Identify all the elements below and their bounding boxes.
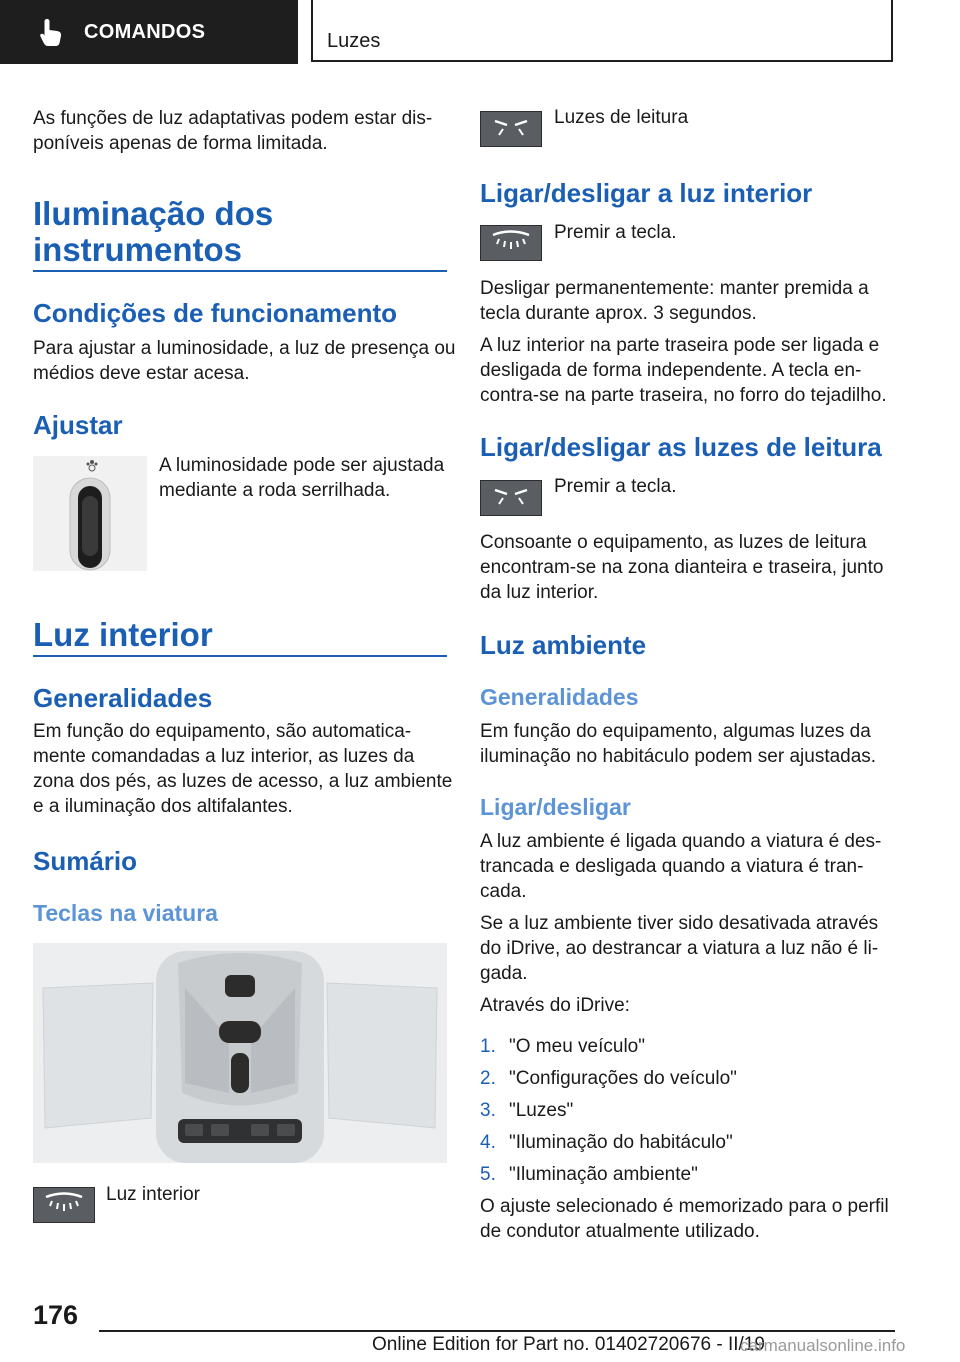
off-line-2: tecla durante aprox. 3 segundos.	[480, 303, 757, 324]
list-item	[480, 1130, 900, 1162]
depending-line-2: encontram-se na zona dianteira e traseira, junto	[480, 557, 884, 578]
interior-light-icon	[42, 1191, 86, 1219]
reading-light-key	[480, 111, 542, 147]
roof-console-image	[33, 943, 447, 1163]
general-line-2: mente comandadas a luz interior, as luzes da	[33, 746, 415, 767]
conditions-line-1: Para ajustar a luminosidade, a luz de presença ou	[33, 338, 456, 359]
step-text: "Configurações do veículo"	[509, 1068, 737, 1089]
reading-light-icon	[489, 115, 533, 143]
depending-line-3: da luz interior.	[480, 582, 599, 603]
step-text: "Iluminação ambiente"	[509, 1164, 698, 1185]
edition-note: Online Edition for Part no. 01402720676 - II/19	[372, 1334, 765, 1355]
via-idrive: Através do iDrive:	[480, 995, 630, 1016]
off-line-1: Desligar permanentemente: manter premida a	[480, 278, 869, 299]
depending-line-1: Consoante o equipamento, as luzes de leitura	[480, 532, 867, 553]
conditions-line-2: médios deve estar acesa.	[33, 363, 250, 384]
section-tab	[0, 0, 298, 64]
heading-instrument-lighting-2: instrumentos	[33, 231, 243, 268]
heading-toggle-interior: Ligar/desligar a luz interior	[480, 178, 813, 208]
heading-on-off: Ligar/desligar	[480, 794, 631, 820]
step-number: 2.	[480, 1068, 496, 1089]
deactivated-line-2: do iDrive, ao destrancar a viatura a luz não é li-	[480, 938, 879, 959]
rear-line-2: desligada de forma independente. A tecla en-	[480, 360, 862, 381]
general-line-1: Em função do equipamento, são automatica-	[33, 721, 412, 742]
step-text: "Luzes"	[509, 1100, 574, 1121]
subsection-title: Luzes	[311, 0, 893, 62]
adjust-line-1: A luminosidade pode ser ajustada	[159, 455, 445, 476]
general2-line-2: iluminação no habitáculo podem ser ajustadas.	[480, 746, 877, 767]
press-key-1: Premir a tecla.	[554, 222, 677, 243]
rear-line-3: contra-se na parte traseira, no forro do tejadilho.	[480, 385, 887, 406]
list-item	[480, 1066, 900, 1098]
interior-light-key	[480, 225, 542, 261]
step-number: 3.	[480, 1100, 496, 1121]
general-line-4: e a iluminação dos altifalantes.	[33, 796, 293, 817]
watermark: carmanualsonline.info	[740, 1336, 906, 1355]
pointing-hand-icon	[38, 17, 64, 47]
interior-light-key	[33, 1187, 95, 1223]
reading-light-icon	[489, 484, 533, 512]
heading-interior-light: Luz interior	[33, 616, 213, 653]
step-number: 5.	[480, 1164, 496, 1185]
list-item	[480, 1098, 900, 1130]
thumbwheel-illustration	[33, 456, 147, 571]
section-title: COMANDOS	[84, 20, 206, 43]
heading-general: Generalidades	[33, 683, 213, 713]
deactivated-line-3: gada.	[480, 963, 528, 984]
reading-light-label: Luzes de leitura	[554, 107, 689, 128]
intro-line-2: poníveis apenas de forma limitada.	[33, 133, 328, 154]
rear-line-1: A luz interior na parte traseira pode ser ligada e	[480, 335, 880, 356]
interior-light-icon	[489, 229, 533, 257]
heading-operating-conditions: Condições de funcionamento	[33, 298, 398, 328]
press-key-2: Premir a tecla.	[554, 476, 677, 497]
list-item	[480, 1034, 900, 1066]
heading-rule	[33, 655, 447, 657]
step-text: "Iluminação do habitáculo"	[509, 1132, 733, 1153]
deactivated-line-1: Se a luz ambiente tiver sido desativada através	[480, 913, 879, 934]
heading-summary: Sumário	[33, 846, 138, 876]
ambient-line-2: trancada e desligada quando a viatura é tran-	[480, 856, 864, 877]
reading-light-key	[480, 480, 542, 516]
interior-light-label: Luz interior	[106, 1184, 200, 1205]
steps-list	[480, 1034, 900, 1194]
heading-ambient-light: Luz ambiente	[480, 630, 647, 660]
step-number: 1.	[480, 1036, 496, 1057]
heading-adjust: Ajustar	[33, 410, 123, 440]
page-number: 176	[33, 1300, 79, 1330]
heading-toggle-reading: Ligar/desligar as luzes de leitura	[480, 432, 882, 462]
ambient-line-1: A luz ambiente é ligada quando a viatura é des-	[480, 831, 882, 852]
intro-line-1: As funções de luz adaptativas podem estar dis-	[33, 108, 433, 129]
ambient-line-3: cada.	[480, 881, 527, 902]
list-item	[480, 1162, 900, 1194]
heading-general-2: Generalidades	[480, 684, 639, 710]
thumbwheel-icon	[33, 456, 147, 571]
adjust-line-2: mediante a roda serrilhada.	[159, 480, 391, 501]
roof-console-illustration	[33, 943, 447, 1163]
general-line-3: zona dos pés, as luzes de acesso, a luz ambiente	[33, 771, 453, 792]
heading-instrument-lighting-1: Iluminação dos	[33, 195, 274, 232]
final-line-2: de condutor atualmente utilizado.	[480, 1221, 760, 1242]
step-number: 4.	[480, 1132, 496, 1153]
heading-vehicle-keys: Teclas na viatura	[33, 900, 218, 926]
step-text: "O meu veículo"	[509, 1036, 645, 1057]
final-line-1: O ajuste selecionado é memorizado para o perfil	[480, 1196, 889, 1217]
general2-line-1: Em função do equipamento, algumas luzes da	[480, 721, 871, 742]
heading-rule	[33, 270, 447, 272]
footer-rule	[99, 1330, 895, 1332]
